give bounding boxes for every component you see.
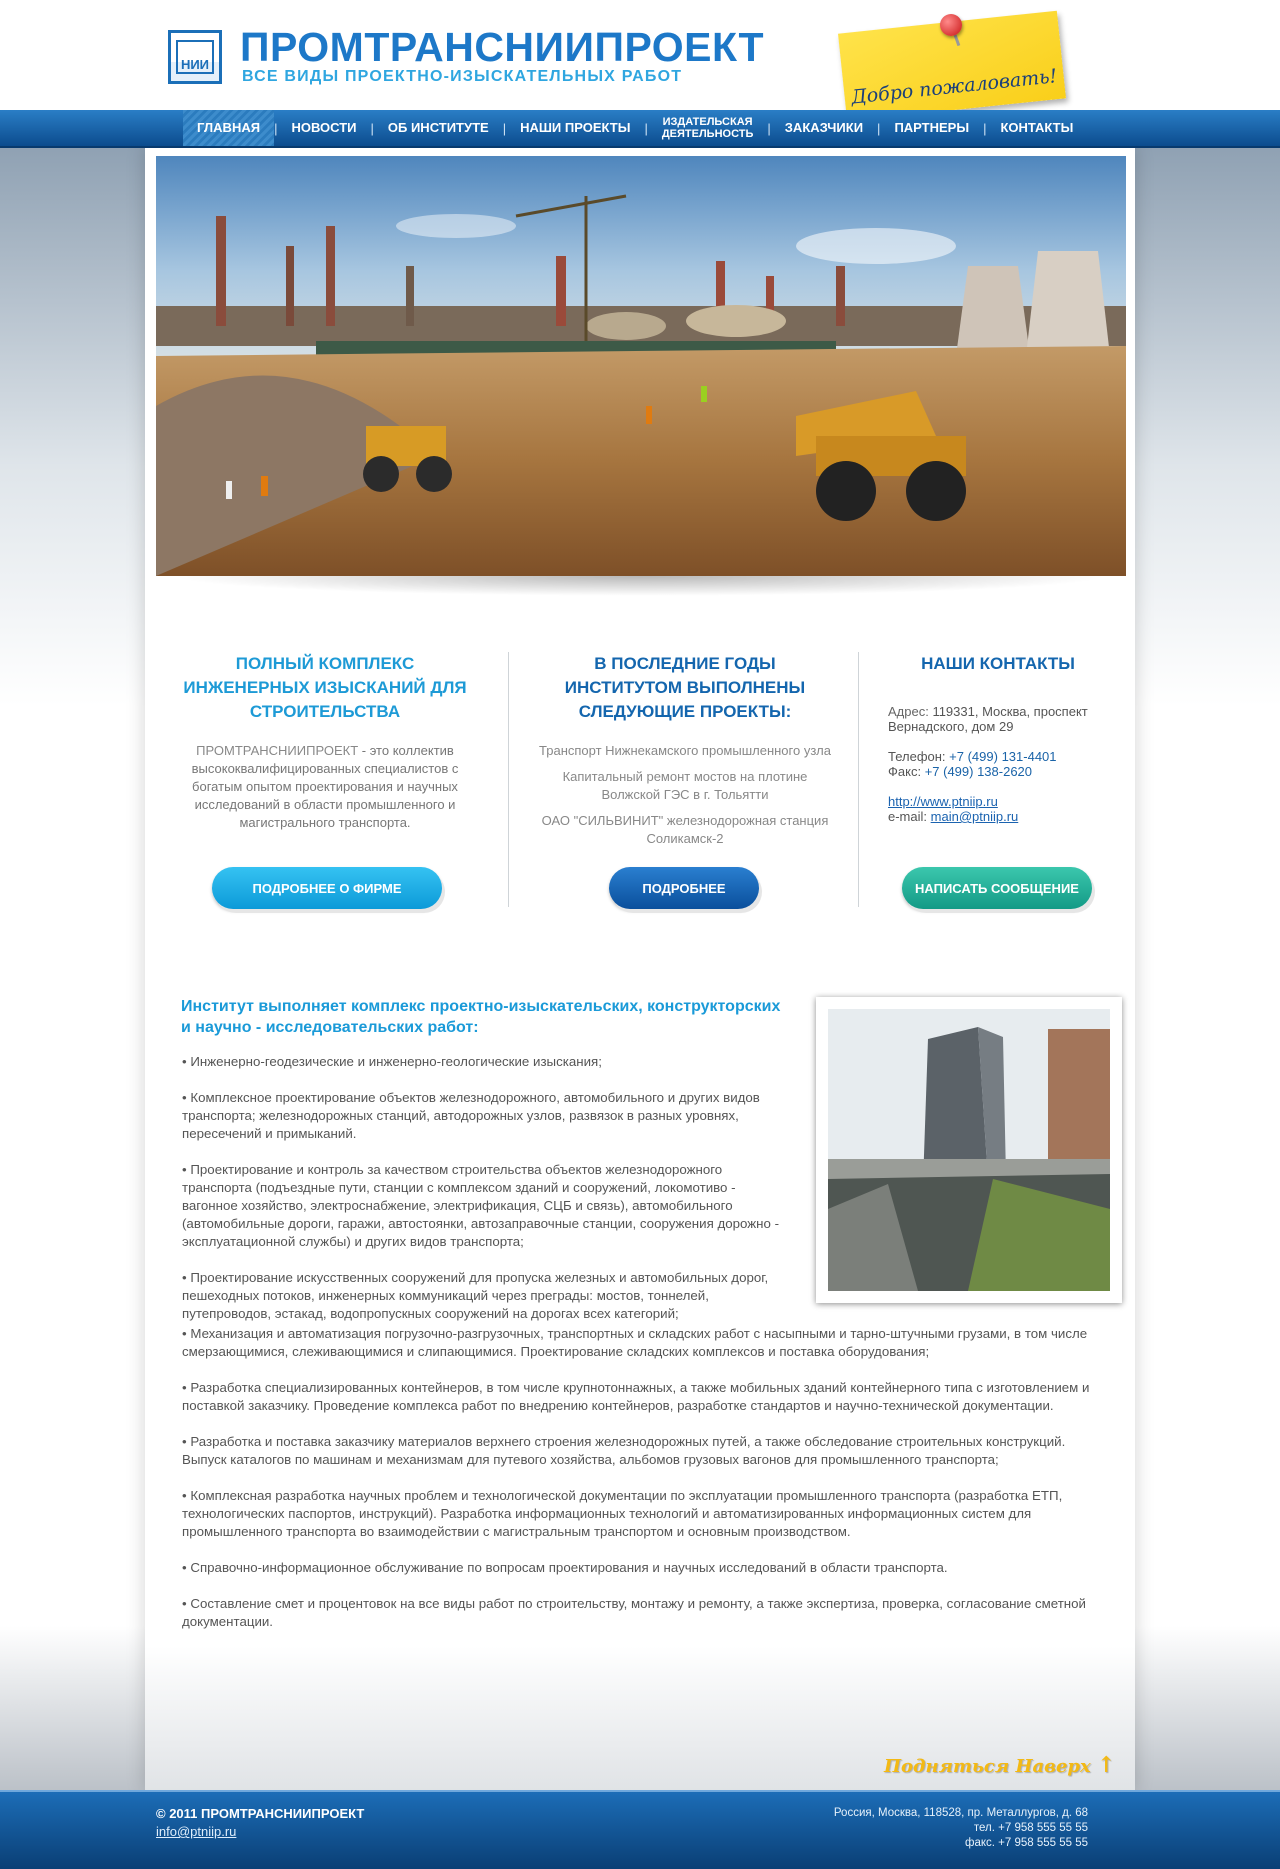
site-title[interactable]: ПРОМТРАНСНИИПРОЕКТ — [240, 24, 765, 70]
nav-item-about[interactable]: ОБ ИНСТИТУТЕ — [387, 120, 489, 135]
back-to-top-link[interactable] — [884, 1752, 1115, 1778]
service-item: • Составление смет и процентовок на все виды работ по строительству, монтажу и ремонту, а также экспертиза, проверка, согласование сметной документации. — [182, 1596, 1086, 1629]
email-link[interactable]: main@ptniip.ru — [930, 809, 1019, 824]
service-item: • Разработка и поставка заказчику материалов верхнего строения железнодорожных путей, а также обследование строительных конструкций. Выпуск каталогов по машинам и механизмам для путевого хозяйства, альбомов грузовых вагонов для промышленного транспорта; — [182, 1434, 1066, 1467]
nav-item-publishing[interactable] — [648, 110, 771, 146]
logo-text: НИИ — [180, 57, 210, 72]
nav-separator: | — [877, 120, 881, 136]
service-item: • Механизация и автоматизация погрузочно-разгрузочных, транспортных и складских работ с насыпными и тарно-штучными грузами, в том числе смерзающимися, слеживающимися и слипающимися. Проектирование складских комплексов и поставка оборудования; — [182, 1326, 1088, 1359]
contacts-column — [888, 652, 1108, 824]
about-title: ПОЛНЫЙ КОМПЛЕКС ИНЖЕНЕРНЫХ ИЗЫСКАНИЙ ДЛЯ СТРОИТЕЛЬСТВА — [183, 654, 467, 721]
projects-column — [535, 652, 835, 856]
about-body: - это коллектив высококвалифицированных специалистов с богатым опытом проектирования и научных исследований в области промышленного и магистрального транспорта. — [191, 743, 459, 830]
contacts-title: НАШИ КОНТАКТЫ — [921, 654, 1075, 673]
phone-label: Телефон: — [888, 749, 946, 764]
nav-separator: | — [983, 120, 987, 136]
logo-icon[interactable] — [168, 30, 222, 84]
address-value: 119331, Москва, проспект Вернадского, дом 29 — [888, 704, 1088, 734]
projects-more-button[interactable]: ПОДРОБНЕЕ — [609, 867, 759, 909]
service-item: • Справочно-информационное обслуживание по вопросам проектирования и научных исследований в области транспорта. — [182, 1560, 948, 1575]
nav-separator: | — [644, 120, 648, 136]
footer-address: Россия, Москва, 118528, пр. Металлургов, д. 68 — [833, 1807, 1088, 1819]
service-item: • Комплексное проектирование объектов железнодорожного, автомобильного и других видов транспорта; железнодорожных станций, автодорожных узлов, развязок в разных уровнях, пересечений и примыканий. — [182, 1090, 760, 1141]
service-item: • Инженерно-геодезические и инженерно-геологические изыскания; — [182, 1054, 602, 1069]
site-subtitle: ВСЕ ВИДЫ ПРОЕКТНО-ИЗЫСКАТЕЛЬНЫХ РАБОТ — [242, 68, 683, 85]
column-divider — [508, 652, 509, 907]
service-item: • Проектирование и контроль за качеством строительства объектов железнодорожного транспорта (подъездные пути, станции с комплексом зданий и сооружений, локомотиво - вагонное хозяйство, электроснабжение, электрификация, СЦБ и связь), автомобильного (автомобильные дороги, гаражи, автостоянки, автозаправочные станции, сооружения дорожно - эксплуатационной службы) и других видов транспорта; — [182, 1162, 780, 1249]
contact-email — [888, 809, 1108, 824]
services-heading: Институт выполняет комплекс проектно-изыскательских, конструкторских и научно - исследовательских работ: — [181, 998, 781, 1036]
footer-fax: факс. +7 958 555 55 55 — [964, 1837, 1088, 1849]
contacts-info — [888, 704, 1108, 824]
nav-item-publishing-line2: ДЕЯТЕЛЬНОСТЬ — [661, 128, 754, 140]
about-column — [175, 652, 475, 832]
website-link[interactable]: http://www.ptniip.ru — [888, 794, 998, 809]
fax-value: +7 (499) 138-2620 — [924, 764, 1033, 779]
nav-item-projects[interactable]: НАШИ ПРОЕКТЫ — [520, 120, 631, 135]
nav-separator: | — [370, 120, 374, 136]
welcome-text: Добро пожаловать! — [850, 65, 1059, 109]
back-to-top-label: Подняться Наверх — [884, 1756, 1091, 1777]
copyright: © 2011 ПРОМТРАНСНИИПРОЕКТ — [156, 1806, 365, 1821]
service-item: • Комплексная разработка научных проблем и технологической документации по эксплуатации промышленного транспорта (разработка ЕТП, технологических паспортов, инструкций). Разработка информационных технологий и автоматизированных информационных систем для промышленного транспорта во взаимодействии с магистральным транспортом и основным производством. — [182, 1488, 1063, 1539]
project-item: Капитальный ремонт мостов на плотине Волжской ГЭС в г. Тольятти — [562, 769, 808, 802]
nav-separator: | — [502, 120, 507, 136]
nav-item-publishing-line1: ИЗДАТЕЛЬСКАЯ — [662, 116, 753, 128]
project-item: ОАО "СИЛЬВИНИТ" железнодорожная станция Соликамск-2 — [541, 813, 829, 846]
nav-item-home[interactable]: ГЛАВНАЯ — [183, 110, 274, 146]
contact-phone — [888, 749, 1108, 764]
hero-banner-image — [156, 156, 1126, 576]
industrial-landscape-illustration — [156, 156, 1126, 576]
write-message-button[interactable]: НАПИСАТЬ СООБЩЕНИЕ — [902, 867, 1092, 909]
footer-contacts — [834, 1806, 1088, 1851]
about-text — [175, 742, 475, 832]
site-footer — [0, 1790, 1280, 1869]
about-lead: ПРОМТРАНСНИИПРОЕКТ — [196, 743, 359, 758]
main-nav — [0, 110, 1280, 148]
fax-label: Факс: — [888, 764, 922, 779]
contact-fax — [888, 764, 1108, 779]
email-label: e-mail: — [888, 809, 928, 824]
contact-address — [888, 704, 1108, 734]
nav-item-news[interactable]: НОВОСТИ — [291, 120, 357, 135]
nav-separator: | — [767, 120, 771, 136]
phone-value[interactable]: +7 (499) 131-4401 — [949, 749, 1057, 764]
column-divider — [858, 652, 859, 907]
site-header — [0, 0, 1280, 110]
pushpin-icon — [940, 14, 962, 36]
services-list — [182, 1053, 1102, 1649]
service-item: • Разработка специализированных контейнеров, в том числе крупнотоннажных, а также мобильных зданий контейнерного типа с изготовлением и поставкой заказчику. Проведение комплекса работ по внедрению контейнеров, разработке стандартов и научно-технической документации. — [182, 1380, 1090, 1413]
projects-title: В ПОСЛЕДНИЕ ГОДЫ ИНСТИТУТОМ ВЫПОЛНЕНЫ СЛЕДУЮЩИЕ ПРОЕКТЫ: — [564, 654, 806, 721]
arrow-up-icon: ↑ — [1097, 1752, 1116, 1778]
nav-item-customers[interactable]: ЗАКАЗЧИКИ — [784, 120, 864, 135]
service-item: • Проектирование искусственных сооружений для пропуска железных и автомобильных дорог, пешеходных потоков, инженерных коммуникаций через преграды: мостов, тоннелей, путепроводов, эстакад, водопропускных сооружений на дорогах всех категорий; — [182, 1270, 769, 1321]
nav-item-contacts[interactable]: КОНТАКТЫ — [1000, 120, 1074, 135]
nav-item-partners[interactable]: ПАРТНЕРЫ — [894, 120, 970, 135]
projects-list — [535, 742, 835, 848]
footer-phone: тел. +7 958 555 55 55 — [973, 1822, 1088, 1834]
footer-email-link[interactable]: info@ptniip.ru — [156, 1824, 237, 1839]
nav-separator: | — [274, 120, 278, 136]
address-label: Адрес: — [888, 704, 929, 719]
about-more-button[interactable]: ПОДРОБНЕЕ О ФИРМЕ — [212, 867, 442, 909]
project-item: Транспорт Нижнекамского промышленного узла — [539, 743, 831, 758]
hero-shadow — [170, 576, 1110, 596]
